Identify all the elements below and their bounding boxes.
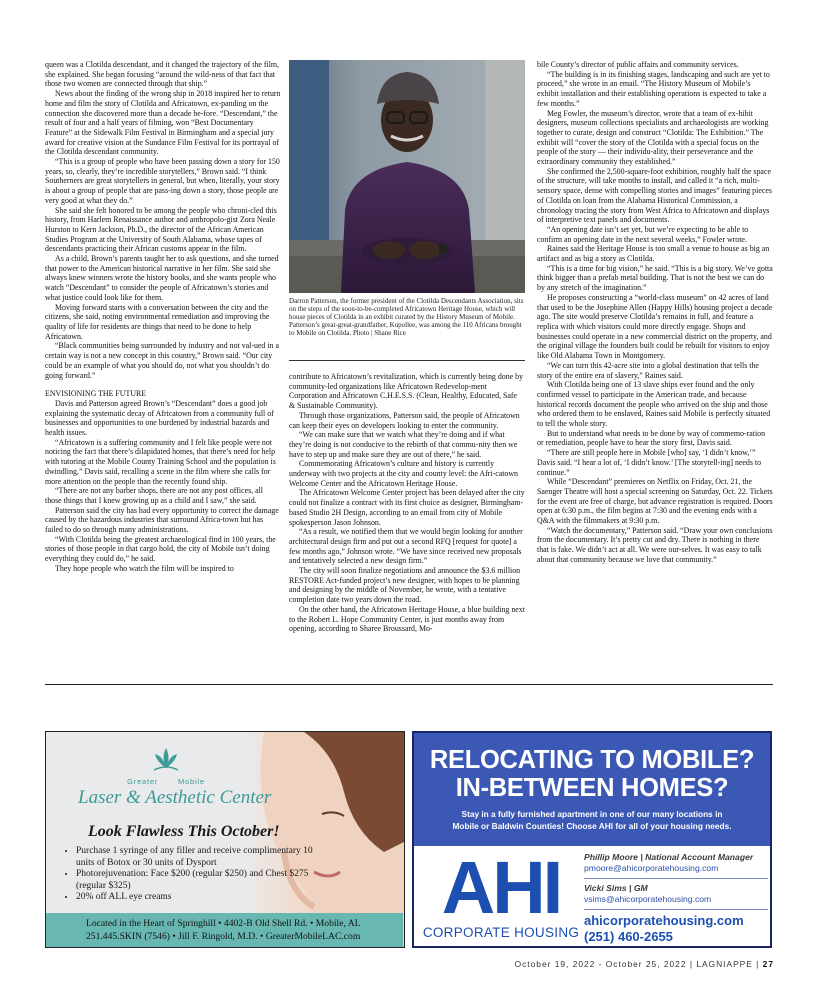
center-name: Laser & Aesthetic Center — [78, 787, 272, 808]
lac-logo — [126, 744, 206, 786]
article-paragraph: He proposes constructing a “world-class museum” on 42 acres of land that used to be the Josephine Allen (Happy Hills) housing project a decade ago. The site would preserve Clotilda’s remains in full, and feature a replica with which visitors could more directly engage. Shops and businesses could operate in a new commercial district on the property, and the original village the founders built could be rebuilt for visitors to enjoy like Old Alabama Town in Montgomery. — [537, 292, 773, 361]
article-paragraph: But to understand what needs to be done by way of commemo-ration or remediation, people have to hear the story first, Davis said. — [537, 428, 766, 448]
article-paragraph: The city will soon finalize negotiations and announce the $3.6 million RESTORE Act-funded project’s new designer, with hopes to be planning and designing by the middle of November, he wrote, with a tentative completion date two years down the road. — [289, 566, 521, 605]
article-paragraph: Commemorating Africatown’s culture and history is currently underway with two projects at the city and county level: the Afri-catown Welcome Center and the Africatown Heritage House. — [289, 459, 518, 488]
article-paragraph: She said she felt honored to be among the people who chroni-cled this history, from Harlem Renaissance author and anthropolo-gist Zora Neale Hurston to Kern Jackson, Ph.D., the director of the African American Studies Program at the University of South Alabama, whose tapes of descendants practicing their African customs appear in the film. — [45, 205, 277, 254]
article-column-3 — [537, 60, 773, 565]
ad-headline: Look Flawless This October! — [88, 823, 280, 840]
contact-block — [584, 848, 768, 945]
article-paragraph: “There are still people here in Mobile [who] say, ‘I didn’t know,’” Davis said. “I hear a lot of, ‘I didn’t know.’ [The storytell-ing] needs to continue.” — [537, 448, 762, 477]
article-paragraph: Patterson said the city has had every opportunity to correct the damage caused by the hazardous industries that surround Africa-town but has failed to do so through many administrations. — [45, 505, 279, 535]
article-paragraph: “As a result, we notified them that we would begin looking for another architectural design firm and put out a second RFQ [request for quote] a few months ago,” Johnson wrote. “We have since received new proposals and tentatively selected a new design firm.” — [289, 527, 523, 566]
article-paragraph: On the other hand, the Africatown Heritage House, a blue building next to the Robert L. Hope Community Center, is just months away from opening, according to Sharee Broussard, Mo- — [289, 604, 525, 634]
article-paragraph: contribute to Africatown’s revitalization, which is currently being done by community-led organizations like Africatown Redevelop-ment Corporation and Africatown C.H.E.S.S. (Clean, Healthy, Educated, Safe & Sustainable Community). — [289, 372, 524, 411]
article-photo — [289, 60, 525, 293]
article-paragraph: Moving forward starts with a conversation between the city and the citizens, she said, noting environmental remediation and improving the quality of life for residents are things that need to be done to help Africatown. — [45, 302, 270, 341]
article-paragraph: Davis and Patterson agreed Brown’s “Descendant” does a good job explaining the systematic decay of Africatown from a community full of businesses and opportunities to one burdened by industrial hazards and health issues. — [45, 398, 274, 438]
article-paragraph: “Africatown is a suffering community and I felt like people were not noticing the fact that there’s dilapidated homes, that there’s need for help with tutoring at the Mobile County Training School and the population is dwindling,” Davis said, recalling a scene in the film where she calls for more attention on the people than the recently found ship. — [45, 437, 276, 486]
ad-subtext-2: Mobile or Baldwin Counties! Choose AHI for all of your housing needs. — [452, 821, 732, 831]
contact-2-email[interactable]: vsims@ahicorporatehousing.com — [584, 894, 712, 904]
article-paragraph: With Clotilda being one of 13 slave ships ever found and the only confirmed vessel to participate in the American trade, and because historical records document the people who arrived on the ship and those who ordered them to be enslaved, Raines said Mobile is perfectly situated to tell the whole story. — [537, 380, 771, 429]
contact-divider-1 — [584, 878, 768, 879]
article-paragraph: They hope people who watch the film will be inspired to — [55, 563, 234, 573]
contact-1-email[interactable]: pmoore@ahicorporatehousing.com — [584, 863, 719, 873]
footer-separator: | — [689, 959, 694, 969]
article-paragraph: “The building is in its finishing stages, landscaping and such are yet to proceed,” she wrote in an email. “The History Museum of Mobile’s exhibit installation and their establishing operations is expected to take a few months.” — [537, 69, 770, 108]
ad-footer-band — [46, 913, 403, 947]
ad-website[interactable]: ahicorporatehousing.com — [584, 913, 744, 928]
section-heading: ENVISIONING THE FUTURE — [45, 389, 147, 399]
article-paragraph: While “Descendant” premieres on Netflix on Friday, Oct. 21, the Saenger Theatre will host a special screening on Saturday, Oct. 22. Tickets for the event are free of charge, but advance registration is required. Doors open at 6:30 p.m., the film begins at 7:30 and the evening ends with a Q&A with the filmmakers at 9:30 p.m. — [537, 477, 773, 526]
article-column-2 — [289, 372, 525, 634]
article-paragraph: “This is a group of people who have been passing down a story for 150 years, so, clearly, they’re incredible storytellers,” Brown said. “I think Southerners are great storytellers in general, but when, literally, your story is about a group of people that are pass-ing down a story, those people are very good at what they do.” — [45, 157, 280, 205]
logo-word-greater: Greater — [127, 777, 159, 786]
page-number: 27 — [762, 959, 774, 969]
offer-item-1: • Purchase 1 syringe of any filler and receive complimentary 10 units of Botox or 30 units of Dysport — [76, 846, 326, 869]
article-paragraph: queen was a Clotilda descendant, and it changed the trajectory of the film, she explained. She began focusing “around the wild-ness of that fact that those two women are connected through that ship.” — [45, 60, 280, 89]
ahi-logo-tagline: CORPORATE HOUSING — [422, 925, 580, 940]
article-paragraph: “With Clotilda being the greatest archaeological find in 100 years, the stories of those people in that cargo hold, the city of Mobile isn’t doing everything they could do,” he said. — [45, 534, 276, 564]
article-paragraph: “Watch the documentary,” Patterson said. “Draw your own conclusions from the documentary. It’s pretty cut and dry. There is nothing in there that is fake. We didn’t act at all. We were our-selves. It was easy to talk about that community because we love that community.” — [537, 525, 773, 564]
photo-caption: Darron Patterson, the former president of the Clotilda Descendants Association, sits on the steps of the soon-to-be-completed Africatown Heritage House, which will house pieces of Clotilda in an exhibit curated by the History Museum of Mobile. Patterson’s great-great-grandfather, Kupollee, was among the 110 Africans brought to Mobile on Clotilda. Photo | Shane Rice — [289, 297, 524, 338]
offer-item-2: • Photorejuvenation: Face $200 (regular $250) and Chest $275 (regular $325) — [76, 869, 326, 892]
article-paragraph: “We can turn this 42-acre site into a global destination that tells the story of the entire era of slavery,” Raines said. — [537, 360, 759, 380]
issue-date: October 19, 2022 - October 25, 2022 — [514, 959, 687, 969]
offer-list — [66, 846, 326, 904]
ad-headline-1: RELOCATING TO MOBILE? — [429, 746, 755, 774]
contact-divider-2 — [584, 909, 768, 910]
logo-word-mobile: Mobile — [177, 777, 205, 786]
ad-header-band — [414, 733, 770, 846]
article-paragraph: “There are not any barber shops, there are not any post offices, all those things that I knew growing up as a child and I saw,” she said. — [45, 486, 263, 505]
article-paragraph: Raines said the Heritage House is too small a venue to house as big an artifact and as big a story as Clotilda. — [537, 244, 770, 264]
ahi-logo — [420, 846, 582, 940]
article-paragraph: News about the finding of the wrong ship in 2018 inspired her to return home and film the story of Clotilda and Africatown, ex-panding on the connection she discovered more than a decade be-fore. “Descendant,” the result of four and a half years of filming, won “Best Documentary Feature” at the Sidewalk Film Festival in Birmingham and a special jury award for creative vision at the Sundance Film Festival for its portrayal of the Clotilda descendant community. — [45, 89, 281, 157]
article-paragraph: Meg Fowler, the museum’s director, wrote that a team of ex-hibit designers, museum collections specialists and archaeologists are working together to curate, design and construct “Clotilda: The Exhibition.” The exhibit will “cover the story of the Clotilda with a special focus on the people of the story — their individu-ality, their perseverance and the extraordinary community they established.” — [537, 108, 769, 167]
article-paragraph: As a child, Brown’s parents taught her to ask questions, and she turned that power to the American historical narrative in her film. She said she always knew winners wrote the history books, and she wants people who watch “Descendant” to consider the people of Africatown’s stories and what justice could look like for them. — [45, 254, 279, 302]
article-paragraph: Through those organizations, Patterson said, the people of Africatown can keep their eyes on developers looking to enter the community. — [289, 410, 520, 430]
article-column-1 — [45, 60, 281, 574]
portrait-image — [289, 60, 525, 293]
address-line: Located in the Heart of Springhill • 4402-B Old Shell Rd. • Mobile, AL — [86, 918, 361, 929]
article-paragraph: “Black communities being surrounded by industry and not val-ued in a certain way is not a new concept in this country,” Brown said. “Our city could be an example of what you should do, not what you shouldn’t do going forward.” — [45, 341, 279, 380]
ad-phone[interactable]: (251) 460-2655 — [584, 929, 673, 944]
article-paragraph: “We can make sure that we watch what they’re doing and if what they’re doing is not conducive to the rebirth of that commu-nity then we have to step up and make sure they are out of there,” he said. — [289, 430, 518, 459]
publication-name: LAGNIAPPE — [696, 959, 753, 969]
page-divider — [45, 684, 773, 685]
contact-1-name: Phillip Moore | National Account Manager — [584, 852, 754, 862]
contact-2-name: Vicki Sims | GM — [584, 883, 648, 893]
article-paragraph: She confirmed the 2,500-square-foot exhibition, roughly half the space of the structure, will take months to install, and called it “a rich, multi-sensory space, dense with compelling stories and images” featuring pieces of Clotilda on loan from the Alabama Historical Commission, a chronology tracing the story from West Africa to Africatown and displays of interpretive text panels and documents. — [537, 166, 772, 225]
column-divider — [289, 360, 525, 361]
ad-subtext-1: Stay in a fully furnished apartment in one of our many locations in — [461, 809, 723, 819]
article-paragraph: The Africatown Welcome Center project has been delayed after the city could not finalize a contract with its first choice as designer, Birmingham-based Studio 2H Design, according to an email from city of Mobile spokesperson Jason Johnson. — [289, 488, 525, 527]
ad-headline-2: IN-BETWEEN HOMES? — [455, 774, 729, 802]
offer-item-3: • 20% off ALL eye creams — [76, 892, 326, 904]
article-paragraph: “This is a time for big vision,” he said. “This is a big story. We’ve gotta think bigger than a prefab metal building. That is not the best we can do by any stretch of the imagination.” — [537, 263, 773, 293]
contact-line: 251.445.SKIN (7546) • Jill F. Ringold, M.D. • GreaterMobileLAC.com — [86, 931, 361, 942]
article-paragraph: bile County’s director of public affairs and community services. — [537, 60, 739, 69]
lotus-icon — [151, 744, 181, 774]
laser-aesthetic-ad[interactable] — [45, 731, 405, 948]
page-footer — [515, 959, 774, 969]
footer-separator: | — [756, 959, 760, 969]
ahi-logo-letters: AHI — [441, 846, 561, 929]
ahi-housing-ad[interactable] — [412, 731, 772, 948]
article-paragraph: “An opening date isn’t set yet, but we’re expecting to be able to confirm an opening date in the next several weeks,” Fowler wrote. — [537, 224, 749, 244]
